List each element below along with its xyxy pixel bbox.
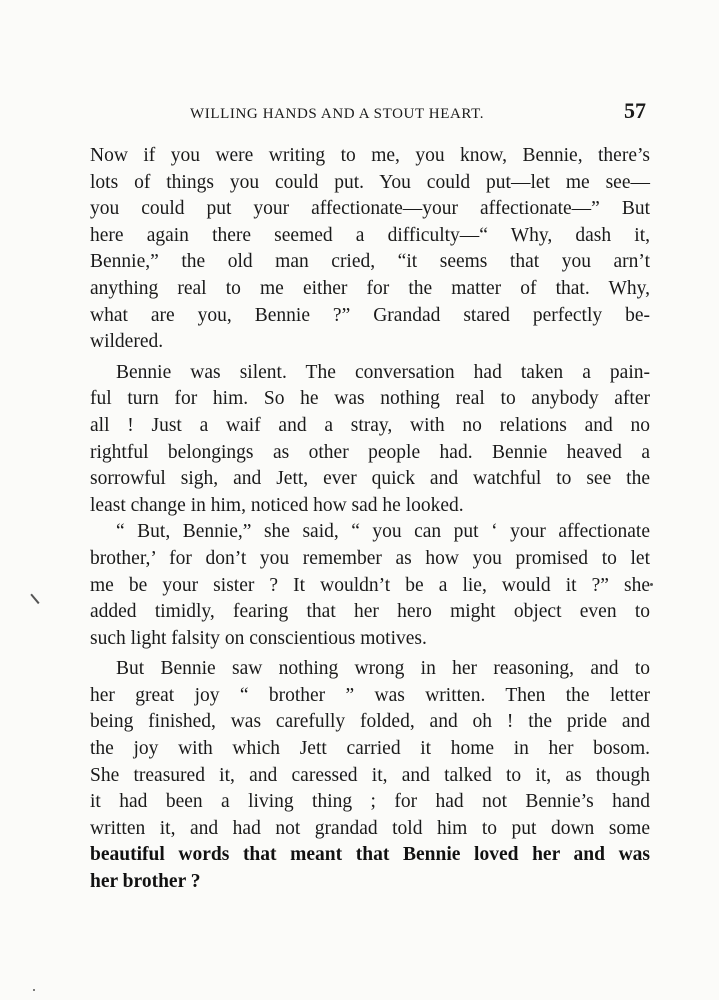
text-line: added timidly, fearing that her hero might object even to [90,601,650,623]
text-line: beautiful words that meant that Bennie loved her and was [90,844,650,866]
text-line: anything real to me either for the matter of that. Why, [90,277,650,299]
text-line: written it, and had not grandad told him to put down some [90,817,650,839]
scan-mark [30,594,39,604]
text-line: her great joy “ brother ” was written. Then the letter [90,684,650,706]
running-title: WILLING HANDS AND A STOUT HEART. [190,106,485,122]
text-line: it had been a living thing ; for had not Bennie’s hand [90,791,650,813]
text-line: being finished, was carefully folded, and oh ! the pride and [90,711,650,733]
paragraph [90,656,650,895]
text-line: least change in him, noticed how sad he looked. [90,494,464,516]
text-line: you could put your affectionate—your affectionate—” But [90,198,650,220]
text-line: Bennie was silent. The conversation had taken a pain- [116,361,650,383]
text-line: what are you, Bennie ?” Grandad stared perfectly be- [90,304,650,326]
running-head [90,98,650,128]
paragraph [90,360,650,520]
text-line: such light falsity on conscientious motives. [90,627,427,649]
text-line: me be your sister ? It wouldn’t be a lie, would it ?” she [90,574,650,596]
body-text [90,143,650,896]
text-line: rightful belongings as other people had. Bennie heaved a [90,441,650,463]
text-line: the joy with which Jett carried it home in her bosom. [90,738,650,760]
text-line: all ! Just a waif and a stray, with no relations and no [90,414,650,436]
text-line: sorrowful sigh, and Jett, ever quick and watchful to see the [90,468,650,490]
text-line: “ But, Bennie,” she said, “ you can put ‘ your affectionate [116,521,650,543]
page-number: 57 [624,98,646,123]
scan-speck [33,989,35,991]
paragraph [90,519,650,652]
text-line: Now if you were writing to me, you know, Bennie, there’s [90,145,650,166]
text-line: Bennie,” the old man cried, “it seems that you arn’t [90,251,650,273]
text-line: ful turn for him. So he was nothing real to anybody after [90,388,650,410]
text-line: here again there seemed a difficulty—“ Why, dash it, [90,224,650,246]
text-line: lots of things you could put. You could put—let me see— [90,171,650,193]
scan-speck [650,583,653,586]
text-line: wildered. [90,331,164,353]
paragraph [90,143,650,356]
text-line: But Bennie saw nothing wrong in her reasoning, and to [116,658,650,680]
text-line: She treasured it, and caressed it, and talked to it, as though [90,764,650,786]
text-line: her brother ? [90,871,201,893]
text-line: brother,’ for don’t you remember as how you promised to let [90,547,650,569]
